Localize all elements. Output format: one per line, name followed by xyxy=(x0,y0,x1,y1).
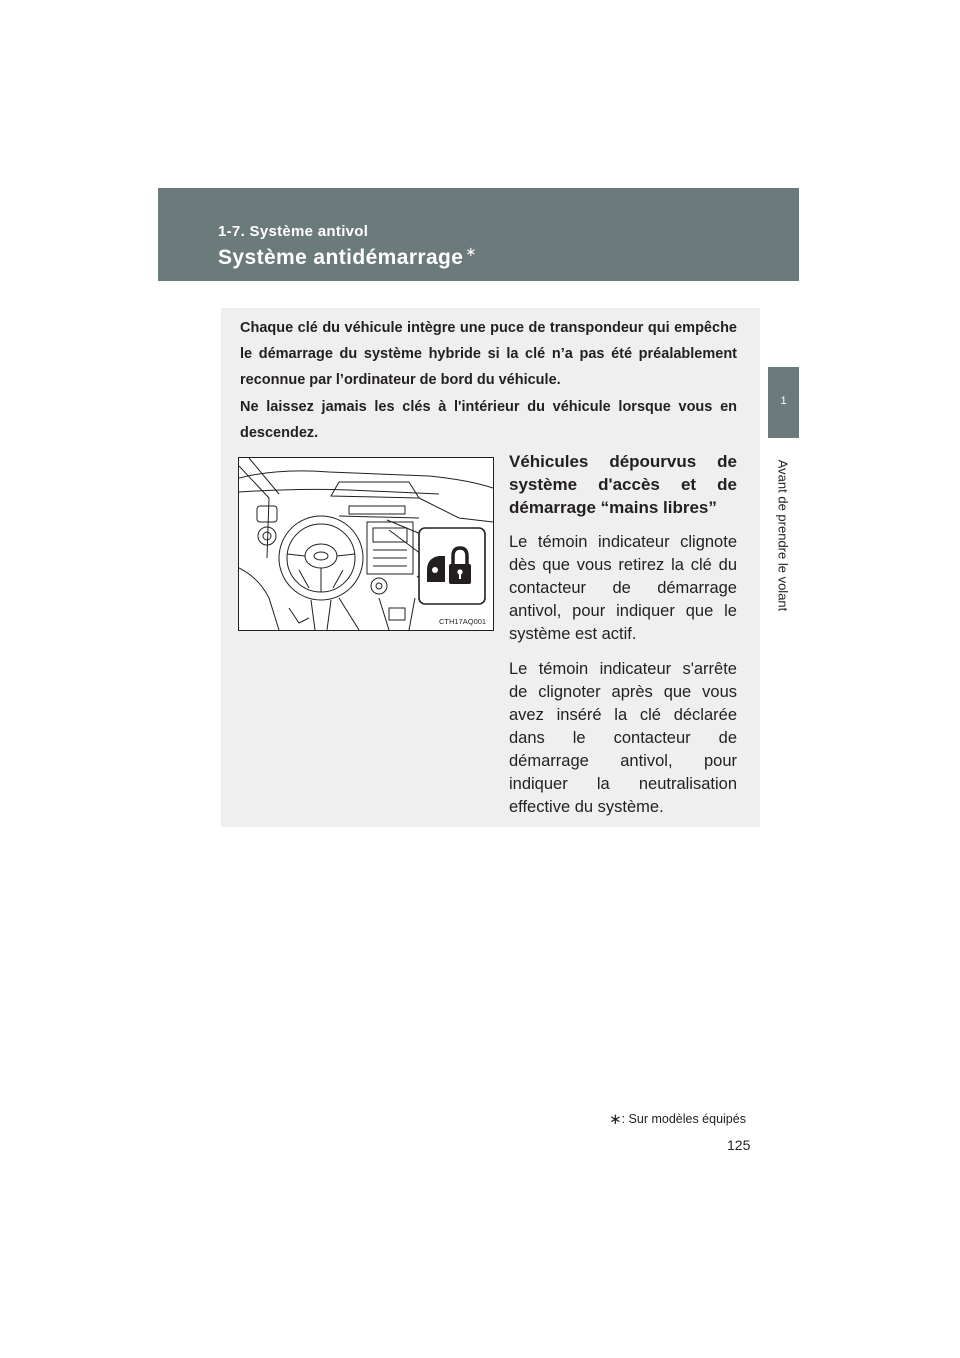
footnote-mark: ∗ xyxy=(609,1111,622,1128)
chapter-tab xyxy=(768,367,799,438)
dashboard-drawing xyxy=(239,458,493,630)
content-box xyxy=(221,308,760,827)
illustration-code: CTH17AQ001 xyxy=(439,617,487,626)
footnote xyxy=(609,1109,746,1127)
subheading: Véhicules dépourvus de système d'accès et de démarrage “mains libres” xyxy=(509,452,737,517)
indicator-paragraph-2: Le témoin indicateur s'arrête de clignoter après que vous avez inséré la clé déclarée dans le contacteur de démarrage antivol, pour indiquer la neutralisation effective du système. xyxy=(509,660,737,816)
indicator-paragraph-1: Le témoin indicateur clignote dès que vous retirez la clé du contacteur de démarrage antivol, pour indiquer que le système est actif. xyxy=(509,533,737,643)
page-title-text: Système antidémarrage xyxy=(218,246,464,269)
instructions-column xyxy=(509,450,737,831)
intro-paragraph-1: Chaque clé du véhicule intègre une puce de transpondeur qui empêche le démarrage du système hybride si la clé n’a pas été préalablement reconnue par l’ordinateur de bord du véhicule. xyxy=(240,320,737,388)
intro-paragraph-2: Ne laissez jamais les clés à l'intérieur du véhicule lorsque vous en descendez. xyxy=(240,399,737,441)
dashboard-illustration xyxy=(238,457,494,631)
chapter-title: Avant de prendre le volant xyxy=(775,459,791,612)
footnote-text: : Sur modèles équipés xyxy=(621,1112,746,1126)
section-label: 1-7. Système antivol xyxy=(218,223,369,240)
title-footnote-mark: ∗ xyxy=(465,244,477,259)
page-title xyxy=(218,246,477,270)
page-number: 125 xyxy=(727,1137,751,1153)
chapter-side-label xyxy=(776,450,790,620)
chapter-number: 1 xyxy=(780,395,787,407)
chapter-header xyxy=(158,188,799,281)
